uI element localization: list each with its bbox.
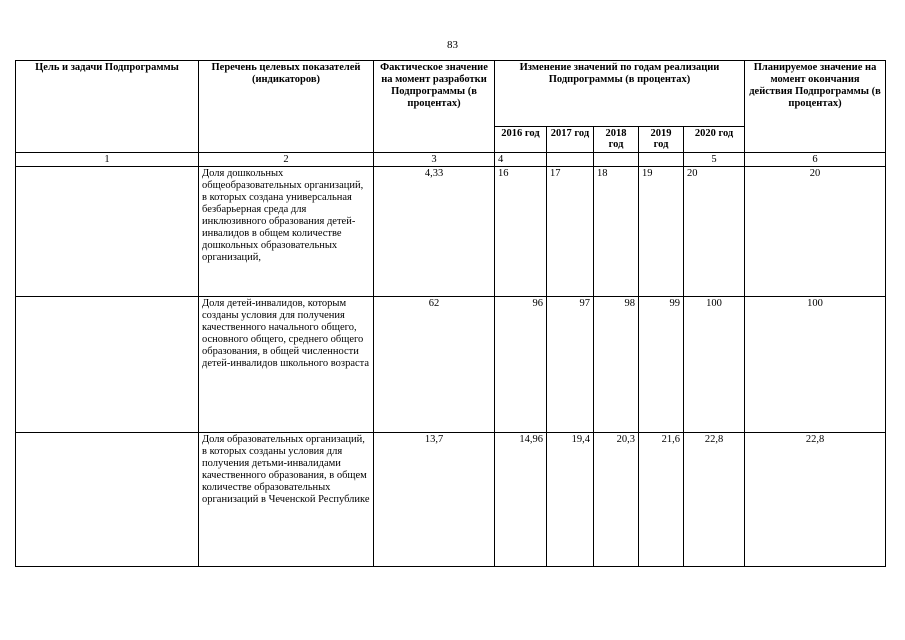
column-number-2: 2 xyxy=(199,153,374,167)
value-2018-cell: 98 xyxy=(594,297,639,433)
value-2017-cell: 19,4 xyxy=(547,433,594,567)
value-2019-cell: 21,6 xyxy=(639,433,684,567)
header-planned-value: Планируемое значение на момент окончания действия Подпрограммы (в процентах) xyxy=(745,61,886,153)
indicators-table xyxy=(15,60,886,567)
header-yearly-change: Изменение значений по годам реализации Подпрограммы (в процентах) xyxy=(495,61,745,127)
value-2018-cell: 18 xyxy=(594,167,639,297)
header-indicators: Перечень целевых показателей (индикаторов) xyxy=(199,61,374,153)
planned-value-cell: 100 xyxy=(745,297,886,433)
planned-value-cell: 22,8 xyxy=(745,433,886,567)
column-number-1: 1 xyxy=(16,153,199,167)
value-2019-cell: 19 xyxy=(639,167,684,297)
value-2019-cell: 99 xyxy=(639,297,684,433)
header-year-2018: 2018 год xyxy=(594,127,639,153)
header-actual-value: Фактическое значение на момент разработки Подпрограммы (в процентах) xyxy=(374,61,495,153)
column-number-empty xyxy=(594,153,639,167)
column-number-row xyxy=(16,153,886,167)
goal-cell xyxy=(16,433,199,567)
actual-value-cell: 4,33 xyxy=(374,167,495,297)
value-2016-cell: 16 xyxy=(495,167,547,297)
value-2017-cell: 97 xyxy=(547,297,594,433)
header-year-2016: 2016 год xyxy=(495,127,547,153)
table-row xyxy=(16,297,886,433)
column-number-empty xyxy=(639,153,684,167)
value-2020-cell: 20 xyxy=(684,167,745,297)
actual-value-cell: 62 xyxy=(374,297,495,433)
header-goal: Цель и задачи Подпрограммы xyxy=(16,61,199,153)
value-2016-cell: 96 xyxy=(495,297,547,433)
column-number-5: 5 xyxy=(684,153,745,167)
column-number-6: 6 xyxy=(745,153,886,167)
indicator-cell: Доля детей-инвалидов, которым созданы условия для получения качественного начального общего, основного общего, среднего общего образования, в общей численности детей-инвалидов школьного возраста xyxy=(199,297,374,433)
value-2016-cell: 14,96 xyxy=(495,433,547,567)
value-2018-cell: 20,3 xyxy=(594,433,639,567)
column-number-empty xyxy=(547,153,594,167)
page-number: 83 xyxy=(447,39,458,51)
value-2017-cell: 17 xyxy=(547,167,594,297)
goal-cell xyxy=(16,167,199,297)
actual-value-cell: 13,7 xyxy=(374,433,495,567)
indicator-cell: Доля образовательных организаций, в которых созданы условия для получения детьми-инвалидами качественного образования, в общем количестве образовательных организаций в Чеченской Республике xyxy=(199,433,374,567)
table-row xyxy=(16,433,886,567)
header-row xyxy=(16,61,886,127)
indicator-cell: Доля дошкольных общеобразовательных организаций, в которых создана универсальная безбарьерная среда для инклюзивного образования детей-инвалидов в общем количестве дошкольных образовательных организаций, xyxy=(199,167,374,297)
value-2020-cell: 100 xyxy=(684,297,745,433)
table-row xyxy=(16,167,886,297)
column-number-4: 4 xyxy=(495,153,547,167)
planned-value-cell: 20 xyxy=(745,167,886,297)
value-2020-cell: 22,8 xyxy=(684,433,745,567)
header-year-2020: 2020 год xyxy=(684,127,745,153)
goal-cell xyxy=(16,297,199,433)
header-year-2017: 2017 год xyxy=(547,127,594,153)
header-year-2019: 2019 год xyxy=(639,127,684,153)
column-number-3: 3 xyxy=(374,153,495,167)
